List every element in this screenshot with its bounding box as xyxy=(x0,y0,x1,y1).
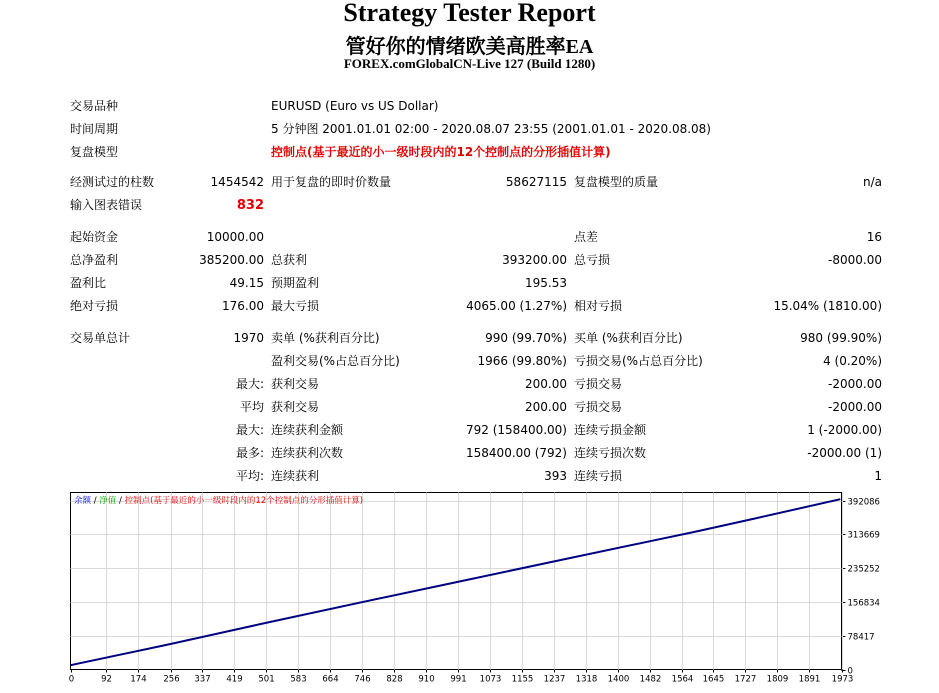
gross-loss-label: 总亏损 xyxy=(574,253,611,267)
net-profit-label: 总净盈利 xyxy=(70,253,119,267)
x-tick-label: 256 xyxy=(163,674,180,685)
long-positions-value: 980 (99.90%) xyxy=(800,331,882,345)
symbol-value: EURUSD (Euro vs US Dollar) xyxy=(271,99,439,113)
largest-loss-label: 亏损交易 xyxy=(574,377,623,391)
x-tick-label: 174 xyxy=(130,674,147,685)
spread-label: 点差 xyxy=(574,230,599,244)
deposit-value: 10000.00 xyxy=(206,230,264,244)
gross-profit-label: 总获利 xyxy=(271,253,308,267)
legend-balance: 余额 xyxy=(74,496,92,506)
x-tick-label: 1564 xyxy=(671,674,694,685)
legend-separator: / xyxy=(91,496,100,506)
x-tick-label: 1973 xyxy=(831,674,854,685)
x-tick-label: 1237 xyxy=(543,674,566,685)
average-loss-label: 亏损交易 xyxy=(574,400,623,414)
ticks-label: 用于复盘的即时价数量 xyxy=(271,175,392,189)
maximum-prefix: 最大: xyxy=(235,423,264,437)
relative-drawdown-label: 相对亏损 xyxy=(574,299,623,313)
absolute-drawdown-value: 176.00 xyxy=(222,299,264,313)
y-tick-label: 235252 xyxy=(847,564,880,575)
largest-loss-value: -2000.00 xyxy=(828,377,882,391)
x-tick-label: 419 xyxy=(226,674,243,685)
model-value: 控制点(基于最近的小一级时段内的12个控制点的分形插值计算) xyxy=(271,145,611,159)
maximal-drawdown-value: 4065.00 (1.27%) xyxy=(466,299,567,313)
relative-drawdown-value: 15.04% (1810.00) xyxy=(773,299,882,313)
max-consec-losses-label: 连续亏损金额 xyxy=(574,423,647,437)
x-tick-label: 501 xyxy=(258,674,275,685)
report-title: Strategy Tester Report xyxy=(343,0,596,27)
x-tick-label: 1645 xyxy=(702,674,725,685)
y-tick-label: 78417 xyxy=(847,632,875,643)
x-tick-label: 1809 xyxy=(766,674,789,685)
loss-trades-value: 4 (0.20%) xyxy=(823,354,882,368)
average-prefix: 平均 xyxy=(239,400,264,414)
short-positions-label: 卖单 (%获利百分比) xyxy=(271,331,380,345)
x-tick-label: 0 xyxy=(68,674,75,685)
average-loss-value: -2000.00 xyxy=(828,400,882,414)
max-consec-loss-value: -2000.00 (1) xyxy=(807,446,882,460)
legend-separator: / xyxy=(116,496,125,506)
avg-consec-wins-label: 连续获利 xyxy=(271,469,320,483)
deposit-label: 起始资金 xyxy=(70,230,119,244)
max-consec-wins-value: 792 (158400.00) xyxy=(466,423,567,437)
profit-trades-value: 1966 (99.80%) xyxy=(477,354,567,368)
bars-label: 经测试过的柱数 xyxy=(70,175,155,189)
period-label: 时间周期 xyxy=(70,122,119,136)
model-label: 复盘模型 xyxy=(70,145,119,159)
total-trades-value: 1970 xyxy=(233,331,264,345)
average2-prefix: 平均: xyxy=(235,469,264,483)
balance-chart-svg xyxy=(70,492,939,689)
chart-legend xyxy=(74,495,363,506)
x-tick-label: 337 xyxy=(194,674,211,685)
x-tick-label: 1727 xyxy=(734,674,757,685)
x-tick-label: 92 xyxy=(101,674,112,685)
gross-loss-value: -8000.00 xyxy=(828,253,882,267)
spread-value: 16 xyxy=(866,230,882,244)
errors-label: 输入图表错误 xyxy=(70,198,143,212)
symbol-label: 交易品种 xyxy=(70,99,119,113)
y-tick-label: 0 xyxy=(847,666,853,677)
quality-label: 复盘模型的质量 xyxy=(574,175,659,189)
x-tick-label: 664 xyxy=(322,674,339,685)
x-tick-label: 746 xyxy=(354,674,371,685)
y-tick-labels xyxy=(848,498,880,677)
quality-value: n/a xyxy=(862,175,882,189)
x-tick-label: 1155 xyxy=(511,674,534,685)
x-tick-label: 1482 xyxy=(639,674,662,685)
maximal-prefix: 最多: xyxy=(235,446,264,460)
max-consec-wins-label: 连续获利金额 xyxy=(271,423,344,437)
expected-payoff-label: 预期盈利 xyxy=(271,276,320,290)
x-tick-label: 583 xyxy=(290,674,307,685)
largest-prefix: 最大: xyxy=(235,377,264,391)
absolute-drawdown-label: 绝对亏损 xyxy=(70,299,119,313)
avg-consec-losses-value: 1 xyxy=(874,469,882,483)
average-profit-label: 获利交易 xyxy=(271,400,320,414)
legend-model: 控制点(基于最近的小一级时段内的12个控制点的分形插值计算) xyxy=(124,496,364,506)
avg-consec-wins-value: 393 xyxy=(544,469,567,483)
gross-profit-value: 393200.00 xyxy=(502,253,567,267)
ticks-value: 58627115 xyxy=(505,175,567,189)
max-consec-profit-label: 连续获利次数 xyxy=(271,446,344,460)
average-profit-value: 200.00 xyxy=(525,400,567,414)
profit-trades-label: 盈利交易(%占总百分比) xyxy=(271,354,400,368)
loss-trades-label: 亏损交易(%占总百分比) xyxy=(574,354,703,368)
plot-frame xyxy=(71,493,842,670)
profit-factor-value: 49.15 xyxy=(229,276,264,290)
y-tick-label: 156834 xyxy=(847,598,880,609)
largest-profit-value: 200.00 xyxy=(525,377,567,391)
expected-payoff-value: 195.53 xyxy=(525,276,567,290)
max-consec-profit-value: 158400.00 (792) xyxy=(466,446,567,460)
x-tick-label: 1073 xyxy=(479,674,502,685)
maximal-drawdown-label: 最大亏损 xyxy=(271,299,320,313)
x-tick-label: 1891 xyxy=(798,674,821,685)
y-tick-label: 313669 xyxy=(847,530,880,541)
y-tick-label: 392086 xyxy=(847,497,880,508)
x-tick-label: 910 xyxy=(418,674,435,685)
bars-value: 1454542 xyxy=(210,175,264,189)
server-info: FOREX.comGlobalCN-Live 127 (Build 1280) xyxy=(343,56,596,71)
period-value: 5 分钟图 2001.01.01 02:00 - 2020.08.07 23:55 (2001.01.01 - 2020.08.08) xyxy=(271,122,711,136)
legend-equity: 净值 xyxy=(99,496,117,506)
profit-factor-label: 盈利比 xyxy=(70,276,107,290)
balance-chart xyxy=(70,492,939,689)
x-tick-label: 1318 xyxy=(575,674,598,685)
total-trades-label: 交易单总计 xyxy=(70,331,131,345)
max-consec-loss-label: 连续亏损次数 xyxy=(574,446,647,460)
short-positions-value: 990 (99.70%) xyxy=(485,331,567,345)
errors-value: 832 xyxy=(236,198,264,213)
largest-profit-label: 获利交易 xyxy=(271,377,320,391)
long-positions-label: 买单 (%获利百分比) xyxy=(574,331,683,345)
x-tick-label: 1400 xyxy=(607,674,630,685)
x-tick-label: 828 xyxy=(386,674,403,685)
x-tick-labels xyxy=(69,675,854,685)
max-consec-losses-value: 1 (-2000.00) xyxy=(807,423,882,437)
net-profit-value: 385200.00 xyxy=(199,253,264,267)
avg-consec-losses-label: 连续亏损 xyxy=(574,469,623,483)
x-tick-label: 991 xyxy=(450,674,467,685)
report-subtitle: 管好你的情绪欧美高胜率EA xyxy=(345,36,594,58)
